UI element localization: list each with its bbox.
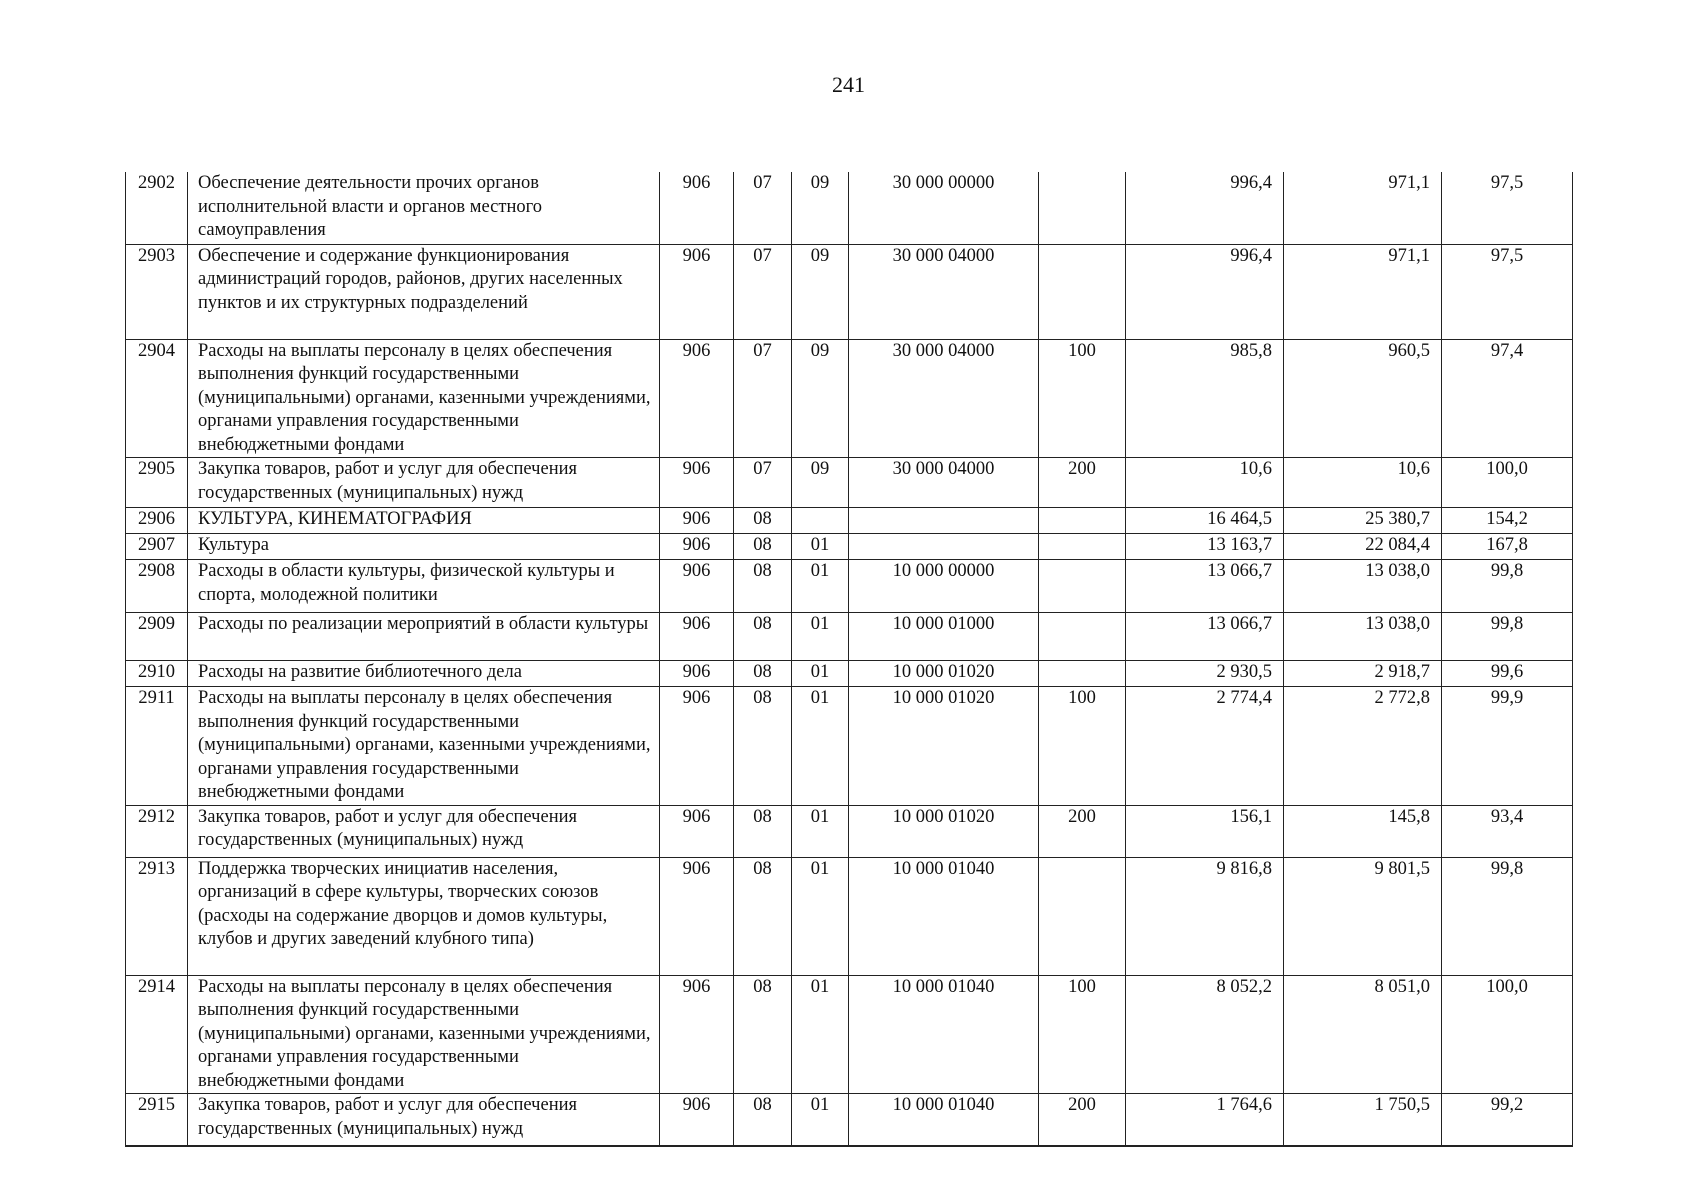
subsection-code-cell <box>792 508 849 534</box>
table-row <box>126 508 1573 534</box>
execution-percent-cell: 167,8 <box>1442 534 1573 560</box>
execution-percent-cell: 99,8 <box>1442 857 1573 975</box>
section-code-cell: 08 <box>734 687 792 806</box>
row-number-cell: 2913 <box>126 857 188 975</box>
target-article-cell <box>849 508 1039 534</box>
expense-name-cell: Закупка товаров, работ и услуг для обеспечения государственных (муниципальных) нужд <box>188 458 660 508</box>
subsection-code-cell: 01 <box>792 661 849 687</box>
section-code-cell: 08 <box>734 560 792 613</box>
table-row <box>126 1094 1573 1146</box>
execution-percent-cell: 99,6 <box>1442 661 1573 687</box>
planned-amount-cell: 985,8 <box>1126 339 1284 458</box>
actual-amount-cell: 10,6 <box>1284 458 1442 508</box>
target-article-cell: 30 000 04000 <box>849 458 1039 508</box>
planned-amount-cell: 13 066,7 <box>1126 613 1284 661</box>
actual-amount-cell: 13 038,0 <box>1284 613 1442 661</box>
expense-name-cell: Обеспечение и содержание функционирования администраций городов, районов, других населенных пунктов и их структурных подразделений <box>188 244 660 339</box>
expense-name-cell: Расходы на выплаты персоналу в целях обеспечения выполнения функций государственными (муниципальными) органами, казенными учреждениями, органами управления государственными внебюджетными фондами <box>188 687 660 806</box>
subsection-code-cell: 01 <box>792 613 849 661</box>
target-article-cell: 10 000 01040 <box>849 857 1039 975</box>
target-article-cell: 10 000 01020 <box>849 687 1039 806</box>
planned-amount-cell: 2 930,5 <box>1126 661 1284 687</box>
target-article-cell: 10 000 01040 <box>849 975 1039 1094</box>
actual-amount-cell: 145,8 <box>1284 805 1442 857</box>
execution-percent-cell: 99,2 <box>1442 1094 1573 1146</box>
subsection-code-cell: 09 <box>792 339 849 458</box>
subsection-code-cell: 09 <box>792 458 849 508</box>
expense-name-cell: Расходы на выплаты персоналу в целях обеспечения выполнения функций государственными (муниципальными) органами, казенными учреждениями, органами управления государственными внебюджетными фондами <box>188 339 660 458</box>
table-row <box>126 975 1573 1094</box>
execution-percent-cell: 97,5 <box>1442 172 1573 244</box>
expense-type-cell: 100 <box>1039 975 1126 1094</box>
actual-amount-cell: 960,5 <box>1284 339 1442 458</box>
expense-name-cell: Закупка товаров, работ и услуг для обеспечения государственных (муниципальных) нужд <box>188 805 660 857</box>
table-row <box>126 613 1573 661</box>
expense-name-cell: Расходы в области культуры, физической культуры и спорта, молодежной политики <box>188 560 660 613</box>
execution-percent-cell: 99,9 <box>1442 687 1573 806</box>
expense-type-cell: 200 <box>1039 1094 1126 1146</box>
execution-percent-cell: 97,5 <box>1442 244 1573 339</box>
page-number: 241 <box>832 72 865 97</box>
section-code-cell: 07 <box>734 244 792 339</box>
section-code-cell: 08 <box>734 661 792 687</box>
actual-amount-cell: 971,1 <box>1284 172 1442 244</box>
department-code-cell: 906 <box>660 508 734 534</box>
actual-amount-cell: 22 084,4 <box>1284 534 1442 560</box>
row-number-cell: 2910 <box>126 661 188 687</box>
subsection-code-cell: 01 <box>792 534 849 560</box>
actual-amount-cell: 1 750,5 <box>1284 1094 1442 1146</box>
section-code-cell: 08 <box>734 1094 792 1146</box>
expense-type-cell <box>1039 857 1126 975</box>
target-article-cell <box>849 534 1039 560</box>
row-number-cell: 2902 <box>126 172 188 244</box>
row-number-cell: 2903 <box>126 244 188 339</box>
department-code-cell: 906 <box>660 661 734 687</box>
expense-type-cell <box>1039 613 1126 661</box>
subsection-code-cell: 09 <box>792 172 849 244</box>
department-code-cell: 906 <box>660 613 734 661</box>
table-row <box>126 339 1573 458</box>
row-number-cell: 2909 <box>126 613 188 661</box>
department-code-cell: 906 <box>660 172 734 244</box>
planned-amount-cell: 996,4 <box>1126 172 1284 244</box>
row-number-cell: 2911 <box>126 687 188 806</box>
section-code-cell: 08 <box>734 613 792 661</box>
execution-percent-cell: 100,0 <box>1442 458 1573 508</box>
table-row <box>126 172 1573 244</box>
expense-type-cell <box>1039 661 1126 687</box>
department-code-cell: 906 <box>660 560 734 613</box>
table-row <box>126 661 1573 687</box>
row-number-cell: 2904 <box>126 339 188 458</box>
subsection-code-cell: 01 <box>792 975 849 1094</box>
planned-amount-cell: 8 052,2 <box>1126 975 1284 1094</box>
expense-type-cell: 100 <box>1039 339 1126 458</box>
planned-amount-cell: 2 774,4 <box>1126 687 1284 806</box>
expense-type-cell: 100 <box>1039 687 1126 806</box>
table-row <box>126 805 1573 857</box>
expense-type-cell <box>1039 534 1126 560</box>
subsection-code-cell: 01 <box>792 857 849 975</box>
department-code-cell: 906 <box>660 805 734 857</box>
expense-type-cell <box>1039 172 1126 244</box>
department-code-cell: 906 <box>660 687 734 806</box>
target-article-cell: 10 000 01040 <box>849 1094 1039 1146</box>
actual-amount-cell: 8 051,0 <box>1284 975 1442 1094</box>
actual-amount-cell: 2 918,7 <box>1284 661 1442 687</box>
execution-percent-cell: 99,8 <box>1442 560 1573 613</box>
table-row <box>126 534 1573 560</box>
expense-type-cell: 200 <box>1039 805 1126 857</box>
target-article-cell: 10 000 01000 <box>849 613 1039 661</box>
expense-name-cell: Обеспечение деятельности прочих органов исполнительной власти и органов местного самоуправления <box>188 172 660 244</box>
execution-percent-cell: 100,0 <box>1442 975 1573 1094</box>
subsection-code-cell: 01 <box>792 687 849 806</box>
expense-name-cell: КУЛЬТУРА, КИНЕМАТОГРАФИЯ <box>188 508 660 534</box>
expense-name-cell: Расходы на развитие библиотечного дела <box>188 661 660 687</box>
table-row <box>126 458 1573 508</box>
planned-amount-cell: 13 066,7 <box>1126 560 1284 613</box>
target-article-cell: 10 000 01020 <box>849 661 1039 687</box>
section-code-cell: 07 <box>734 458 792 508</box>
expense-name-cell: Расходы по реализации мероприятий в области культуры <box>188 613 660 661</box>
target-article-cell: 10 000 00000 <box>849 560 1039 613</box>
budget-table-container <box>125 172 1572 1147</box>
table-row <box>126 687 1573 806</box>
section-code-cell: 07 <box>734 172 792 244</box>
department-code-cell: 906 <box>660 244 734 339</box>
expense-name-cell: Культура <box>188 534 660 560</box>
planned-amount-cell: 1 764,6 <box>1126 1094 1284 1146</box>
execution-percent-cell: 97,4 <box>1442 339 1573 458</box>
table-row <box>126 560 1573 613</box>
row-number-cell: 2906 <box>126 508 188 534</box>
expense-type-cell <box>1039 560 1126 613</box>
row-number-cell: 2907 <box>126 534 188 560</box>
planned-amount-cell: 996,4 <box>1126 244 1284 339</box>
budget-table <box>125 172 1573 1147</box>
subsection-code-cell: 01 <box>792 1094 849 1146</box>
department-code-cell: 906 <box>660 1094 734 1146</box>
execution-percent-cell: 154,2 <box>1442 508 1573 534</box>
row-number-cell: 2915 <box>126 1094 188 1146</box>
expense-name-cell: Расходы на выплаты персоналу в целях обеспечения выполнения функций государственными (муниципальными) органами, казенными учреждениями, органами управления государственными внебюджетными фондами <box>188 975 660 1094</box>
subsection-code-cell: 01 <box>792 805 849 857</box>
target-article-cell: 30 000 00000 <box>849 172 1039 244</box>
table-body <box>126 172 1573 1146</box>
section-code-cell: 08 <box>734 805 792 857</box>
department-code-cell: 906 <box>660 534 734 560</box>
row-number-cell: 2912 <box>126 805 188 857</box>
section-code-cell: 08 <box>734 975 792 1094</box>
planned-amount-cell: 16 464,5 <box>1126 508 1284 534</box>
section-code-cell: 07 <box>734 339 792 458</box>
planned-amount-cell: 13 163,7 <box>1126 534 1284 560</box>
actual-amount-cell: 25 380,7 <box>1284 508 1442 534</box>
expense-type-cell <box>1039 508 1126 534</box>
section-code-cell: 08 <box>734 508 792 534</box>
row-number-cell: 2908 <box>126 560 188 613</box>
execution-percent-cell: 93,4 <box>1442 805 1573 857</box>
actual-amount-cell: 2 772,8 <box>1284 687 1442 806</box>
execution-percent-cell: 99,8 <box>1442 613 1573 661</box>
expense-type-cell <box>1039 244 1126 339</box>
actual-amount-cell: 9 801,5 <box>1284 857 1442 975</box>
section-code-cell: 08 <box>734 857 792 975</box>
row-number-cell: 2914 <box>126 975 188 1094</box>
row-number-cell: 2905 <box>126 458 188 508</box>
target-article-cell: 10 000 01020 <box>849 805 1039 857</box>
department-code-cell: 906 <box>660 975 734 1094</box>
section-code-cell: 08 <box>734 534 792 560</box>
department-code-cell: 906 <box>660 339 734 458</box>
actual-amount-cell: 13 038,0 <box>1284 560 1442 613</box>
department-code-cell: 906 <box>660 458 734 508</box>
target-article-cell: 30 000 04000 <box>849 339 1039 458</box>
subsection-code-cell: 01 <box>792 560 849 613</box>
department-code-cell: 906 <box>660 857 734 975</box>
expense-name-cell: Закупка товаров, работ и услуг для обеспечения государственных (муниципальных) нужд <box>188 1094 660 1146</box>
planned-amount-cell: 156,1 <box>1126 805 1284 857</box>
planned-amount-cell: 9 816,8 <box>1126 857 1284 975</box>
subsection-code-cell: 09 <box>792 244 849 339</box>
expense-type-cell: 200 <box>1039 458 1126 508</box>
table-row <box>126 244 1573 339</box>
expense-name-cell: Поддержка творческих инициатив населения, организаций в сфере культуры, творческих союзов (расходы на содержание дворцов и домов культуры, клубов и других заведений клубного типа) <box>188 857 660 975</box>
planned-amount-cell: 10,6 <box>1126 458 1284 508</box>
target-article-cell: 30 000 04000 <box>849 244 1039 339</box>
table-row <box>126 857 1573 975</box>
actual-amount-cell: 971,1 <box>1284 244 1442 339</box>
